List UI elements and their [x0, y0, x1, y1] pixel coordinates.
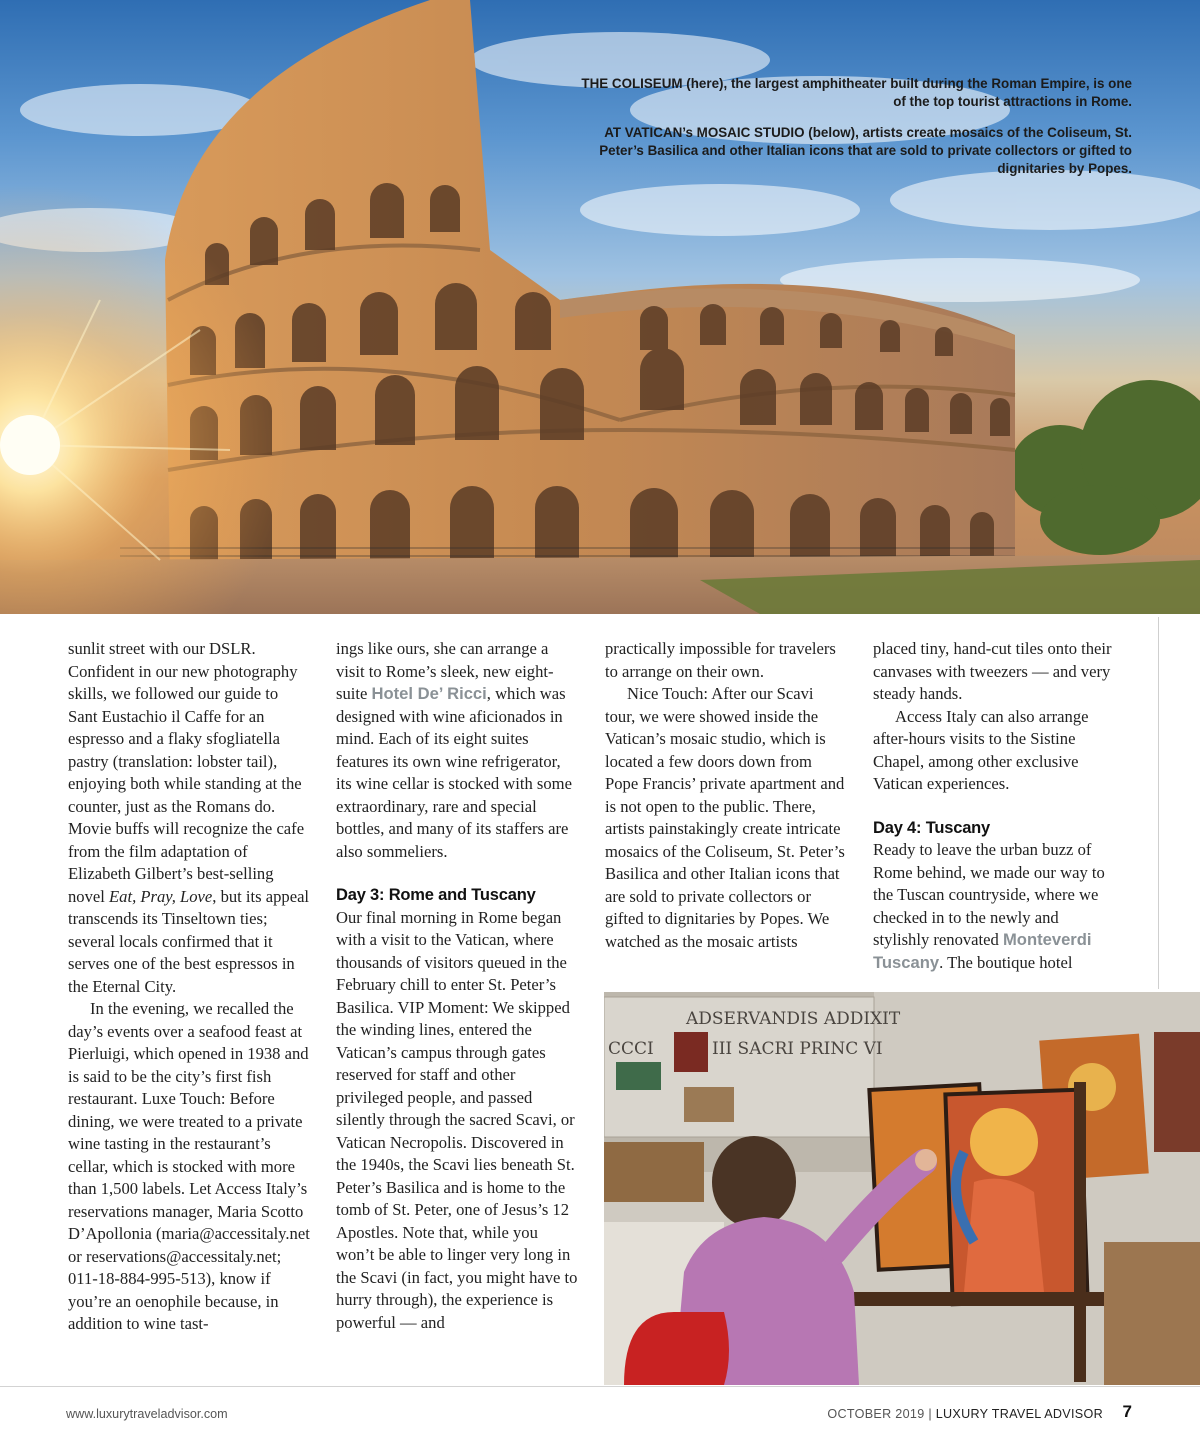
coliseum-caption-lead: THE COLISEUM (here),: [581, 76, 728, 91]
footer-divider: [0, 1386, 1200, 1387]
text-run: . The boutique hotel: [939, 952, 1073, 972]
column-divider: [1158, 617, 1159, 989]
section-heading-day-3: Day 3: Rome and Tuscany: [336, 886, 536, 904]
column-4: [873, 638, 1115, 974]
mosaic-caption-lead: AT VATICAN’s MOSAIC STUDIO (below),: [604, 125, 859, 140]
footer-issue: [827, 1407, 1103, 1421]
footer-url[interactable]: www.luxurytraveladvisor.com: [66, 1407, 228, 1421]
paragraph: Our final morning in Rome began with a visit to the Vatican, where thousands of visitors queued in the February chill to enter St. Peter’s Basilica. VIP Moment: We skipped the winding lines, entered the Vatican’s campus through gates reserved for staff and other privileged people, and passed silently through the sacred Scavi, or Vatican Necropolis. Discovered in the 1940s, the Scavi lies beneath St. Peter’s Basilica and is home to the tomb of St. Peter, one of Jesus’s 12 Apostles. Note that, while you won’t be able to linger very long in the Scavi (in fact, you might have to hurry through), the experience is powerful — and: [336, 907, 578, 1332]
hotel-de-ricci-link[interactable]: Hotel De’ Ricci: [371, 684, 487, 703]
column-1: [68, 638, 310, 1336]
inscription-line-3: III SACRI PRINC VI: [712, 1039, 883, 1059]
text-run: Ready to leave the urban buzz of Rome behind, we made our way to the Tuscan countryside, where we checked in to the newly and stylishly renovated: [873, 840, 1105, 949]
inscription-line-2: CCCI: [608, 1039, 654, 1059]
magazine-name: LUXURY TRAVEL ADVISOR: [935, 1407, 1103, 1421]
text-run: ings like ours, she can arrange a visit to Rome’s sleek, new eight-suite: [336, 639, 554, 703]
column-3: [605, 638, 847, 953]
inscription-line-1: ADSERVANDIS ADDIXIT: [686, 1009, 901, 1029]
coliseum-photo: [0, 0, 1200, 614]
paragraph: practically impossible for travelers to arrange on their own.: [605, 639, 836, 681]
coliseum-caption: [572, 75, 1132, 111]
monteverdi-tuscany-link[interactable]: Monteverdi Tuscany: [873, 930, 1092, 972]
column-2: [336, 638, 578, 1334]
issue-date: OCTOBER 2019: [827, 1407, 925, 1421]
paragraph: [68, 638, 310, 998]
paragraph: Access Italy can also arrange after-hours visits to the Sistine Chapel, among other exclusive Vatican experiences.: [873, 706, 1089, 793]
mosaic-studio-illustration: [604, 992, 1200, 1385]
text-run: , but its appeal transcends its Tinseltown ties; several locals confirmed that it serves one of the best espressos in the Eternal City.: [68, 886, 310, 996]
footer-separator: |: [928, 1407, 932, 1421]
paragraph: placed tiny, hand-cut tiles onto their canvases with tweezers — and very steady hands.: [873, 639, 1112, 703]
book-title: Eat, Pray, Love: [109, 886, 213, 906]
paragraph: [336, 638, 578, 863]
mosaic-studio-photo: [604, 992, 1200, 1385]
paragraph: In the evening, we recalled the day’s events over a seafood feast at Pierluigi, which opened in 1938 and is said to be the city’s first fish restaurant. Luxe Touch: Before dining, we were treated to a private wine tasting in the restaurant’s cellar, which is stocked with more than 1,500 labels. Let Access Italy’s reservations manager, Maria Scotto D’Apollonia (maria@accessitaly.net or reservations@accessitaly.net; 011-18-884-995-513), know if you’re an oenophile because, in addition to wine tast-: [68, 999, 310, 1333]
mosaic-caption: [572, 124, 1132, 178]
coliseum-caption-text: the largest amphitheater built during the Roman Empire, is one of the top tourist attractions in Rome.: [730, 76, 1132, 109]
paragraph: [873, 839, 1115, 974]
text-run: sunlit street with our DSLR. Confident in our new photography skills, we followed our guide to Sant Eustachio il Caffe for an espresso and a flaky sfogliatella pastry (translation: lobster tail), enjoying both while standing at the counter, just as the Romans do. Movie buffs will recognize the cafe from the film adaptation of Elizabeth Gilbert’s best-selling novel: [68, 639, 305, 906]
text-run: , which was designed with wine aficionados in mind. Each of its eight suites features its own wine refrigerator, its wine cellar is stocked with some extraordinary, rare and special bottles, and many of its staffers are also sommeliers.: [336, 684, 572, 861]
mosaic-caption-text: artists create mosaics of the Coliseum, St. Peter’s Basilica and other Italian icons that are sold to private collectors or gifted to dignitaries by Popes.: [599, 125, 1132, 176]
paragraph: Nice Touch: After our Scavi tour, we were showed inside the Vatican’s mosaic studio, which is located a few doors down from Pope Francis’ private apartment and is not open to the public. There, artists painstakingly create intricate mosaics of the Coliseum, St. Peter’s Basilica and other Italian icons that are sold to private collectors or gifted to dignitaries by Popes. We watched as the mosaic artists: [605, 684, 845, 951]
section-heading-day-4: Day 4: Tuscany: [873, 818, 991, 837]
page-number: 7: [1122, 1402, 1132, 1421]
